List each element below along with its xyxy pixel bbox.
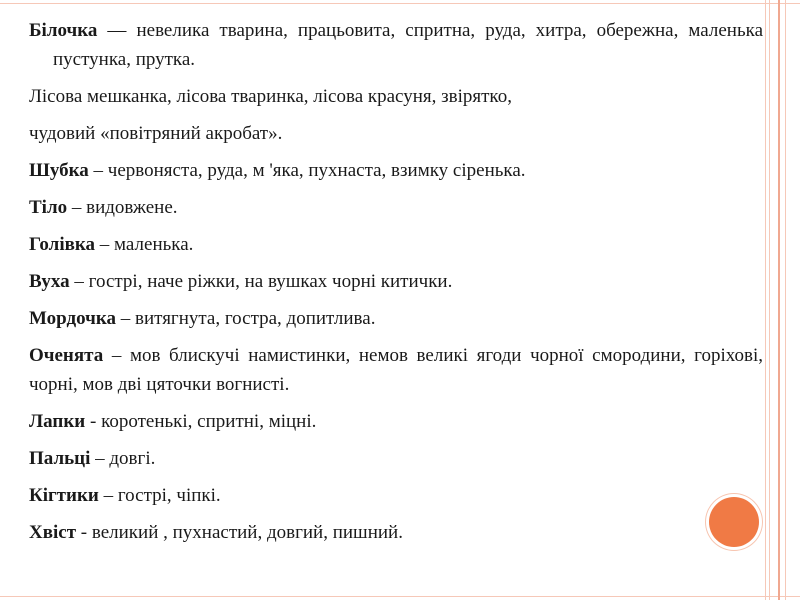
term-label: Шубка: [29, 160, 89, 181]
frame-line: [769, 0, 770, 600]
term-description: – гострі, чіпкі.: [98, 485, 221, 506]
term-description: – мов блискучі намистинки, немов великі ягоди чорної смородини, горіхові, чорні, мов дві цяточки вогнисті.: [29, 345, 763, 395]
paragraph-paws: [29, 407, 763, 436]
term-description: - коротенькі, спритні, міцні.: [85, 411, 317, 432]
paragraph-tail: [29, 518, 763, 547]
paragraph-air-acrobat: [29, 119, 763, 148]
paragraph-text: чудовий «повітряний акробат».: [29, 123, 283, 144]
term-label: Пальці: [29, 448, 91, 469]
paragraph-head: [29, 230, 763, 259]
term-description: — невелика тварина, працьовита, спритна, руда, хитра, обережна, маленька пустунка, прутка.: [53, 20, 763, 70]
term-label: Тіло: [29, 197, 68, 218]
term-label: Кігтики: [29, 485, 99, 506]
term-description: – видовжене.: [67, 197, 178, 218]
term-label: Білочка: [29, 20, 98, 41]
term-label: Хвіст: [29, 522, 77, 543]
paragraph-squirrel: [29, 16, 763, 74]
paragraph-claws: [29, 481, 763, 510]
term-label: Мордочка: [29, 308, 116, 329]
paragraph-body: [29, 193, 763, 222]
term-description: – гострі, наче ріжки, на вушках чорні китички.: [69, 271, 453, 292]
term-description: – маленька.: [95, 234, 194, 255]
frame-line: [785, 0, 786, 600]
term-description: – червоняста, руда, м 'яка, пухнаста, взимку сіренька.: [88, 160, 526, 181]
paragraph-fingers: [29, 444, 763, 473]
top-rule: [0, 3, 800, 4]
paragraph-eyes: [29, 341, 763, 399]
slide-text: [29, 16, 763, 555]
paragraph-muzzle: [29, 304, 763, 333]
bottom-rule: [0, 596, 800, 597]
paragraph-forest-dweller: [29, 82, 763, 111]
paragraph-text: Лісова мешканка, лісова тваринка, лісова красуня, звірятко,: [29, 86, 512, 107]
paragraph-fur: [29, 156, 763, 185]
term-label: Вуха: [29, 271, 70, 292]
paragraph-ears: [29, 267, 763, 296]
term-label: Оченята: [29, 345, 104, 366]
term-description: – довгі.: [90, 448, 156, 469]
frame-line: [765, 0, 766, 600]
frame-line: [778, 0, 780, 600]
term-description: - великий , пухнастий, довгий, пишний.: [76, 522, 403, 543]
term-label: Лапки: [29, 411, 86, 432]
term-description: – витягнута, гостра, допитлива.: [116, 308, 376, 329]
term-label: Голівка: [29, 234, 96, 255]
